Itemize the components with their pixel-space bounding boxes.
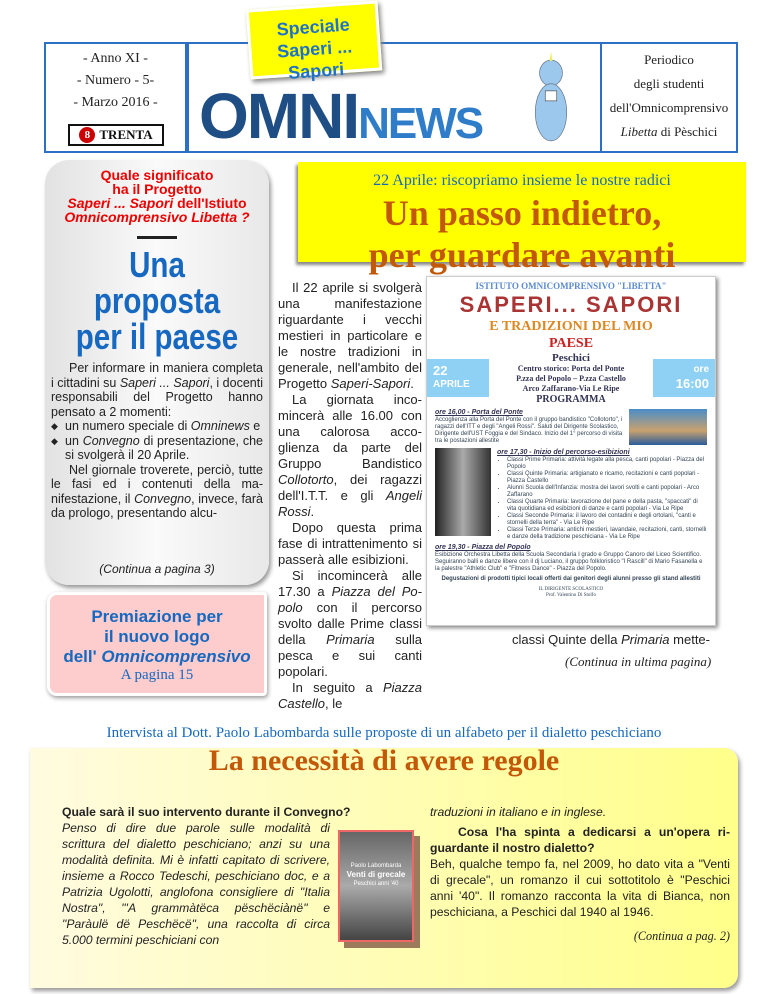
s-text: Esibizione Orchestra Libetta della Scuola Secondaria I grado e Gruppo Canoro del Liceo Scientifico. Seguiranno balli e danze libere con il dj Luciano, il gruppo folkloristico "I Rascill" di Mario Fasanella e la palestre "Athletic Club" e "Fitness Dance" - Piazza del Popolo. [435, 552, 703, 572]
text: , invece, farà da prologo, presentando alcu- [51, 491, 263, 520]
program-item: • Classi Prime Primaria: attività legate alla pesca, canti popolari - Piazza del Popolo [507, 457, 707, 471]
divider [137, 236, 177, 239]
issue-date: - Marzo 2016 - [73, 95, 158, 110]
question: Quale sarà il suo intervento durante il Convegno? [62, 805, 351, 819]
yeti-mascot-icon [529, 48, 573, 148]
program-item: • Alunni Scuola dell'Infanzia: mostra dei lavori svolti e canti popolari - Arco Zaffarano [507, 485, 707, 499]
loc: Centro storico: Porta del Ponte [517, 364, 625, 373]
answer: Beh, qualche tempo fa, nel 2009, ho dato vita a "Venti di grecale", un romanzo il cui sottotitolo è "Peschici anni '40". Il romanzo racconta la vita di Bianca, non peschiciana, a Peschici dal 1940 al 1946. [430, 857, 730, 919]
q-line: Omnicomprensivo Libetta ? [64, 209, 250, 225]
interview-title: La necessità di avere regole [208, 744, 560, 777]
text: Collotorto [278, 472, 334, 487]
text: un numero speciale di [65, 419, 191, 433]
program-item: • Classi Seconde Primaria: il lavoro dei contadini e degli ortolani, "canti e stornelli della terra" - Via Le Ripe [507, 513, 707, 527]
text: Piazza Castello [278, 680, 422, 711]
peschici-photo [629, 409, 707, 445]
s-text: Accoglienza alla Porta del Ponte con il gruppo bandistico "Collotorto", i ragazzi dell'ITT e degli "Angeli Rossi". Saluti del Dirigente Scolastico, Dirigente dell'UST Foggia e del Sindaco. Inizio del 1° percorso di visita tra le postazioni allestite [435, 417, 623, 444]
answer: Penso di dire due parole sulle modalità di scrittura del dialetto peschiciano; anzi su una modalità definita. Mi è infatti capitato di scrivere, insieme a Rocco Tedeschi, peschiciano doc, e a Patrizia Ugolotti, anglofona consigliere di "Italia Nostra", "'A grammàtëca pëschëciànë" e "Paràulë dë Peschëcë", una raccolta di circa 5.000 termini peschiciani con [62, 821, 330, 947]
periodical-line: dell'Omnicomprensivo [609, 100, 729, 115]
text: , dei ragazzi dell'I.T.T. e gli [278, 472, 422, 503]
omninews-logo [199, 80, 483, 152]
text: Primaria [326, 632, 375, 647]
sig: IL DIRIGENTE SCOLASTICO [538, 587, 604, 592]
text: Si incomincerà alle 17.30 a [278, 568, 422, 599]
signature [435, 587, 707, 599]
town: Peschici [552, 352, 590, 364]
peschici: di Pèschici [657, 124, 718, 139]
scroll-line: Premiazione per [91, 607, 223, 626]
issue-year: - Anno XI - [83, 51, 148, 66]
text: Convegno [134, 491, 192, 506]
degustazioni: Degustazioni di prodotti tipici locali offerti dai genitori degli alunni presso gli stand allestiti [441, 576, 701, 582]
q-italic: Saperi ... Sapori [67, 195, 174, 211]
scroll-line [50, 647, 264, 667]
answer: traduzioni in italiano e in inglese. [430, 805, 607, 819]
logo-trenta: TRENTA [99, 127, 153, 142]
text: Convegno [82, 433, 140, 448]
paragraph: Dopo questa prima fase di intrattenimento si passerà alle esibizioni. [278, 520, 422, 567]
list-item [51, 434, 263, 463]
time: 16:00 [675, 376, 709, 391]
text: Il 22 aprile si svolgerà una manifestazione riguardante i vecchi mestieri in particolare e le nostre tradizioni in generale, nell'ambito del Progetto [278, 280, 422, 391]
list-item [51, 419, 263, 434]
q-text: dell'Istiuto [173, 195, 247, 211]
logo-award-scroll[interactable] [47, 592, 267, 696]
interview-subtitle: Intervista al Dott. Paolo Labombarda sulle proposte di un alfabeto per il dialetto peschiciano [106, 725, 662, 741]
text: , i docenti responsabili del Progetto hanno pensato a 2 momenti: [51, 375, 263, 419]
text: Saperi ... Sapori [119, 375, 210, 390]
q-line: ha il Progetto [112, 181, 202, 197]
periodical-line [602, 120, 736, 144]
issue-number: - Numero - 5- [76, 73, 155, 88]
text: Primaria [621, 632, 670, 647]
text: La giornata incomincerà alle 16.00 con una calorosa accoglienza da parte del Gruppo Bandistico [278, 392, 422, 471]
program-list [497, 457, 707, 541]
book-sub: Peschici anni '40 [353, 881, 399, 887]
periodical-line: degli studenti [633, 76, 705, 91]
section-1 [435, 406, 707, 445]
sticker-line: Saperi ... Sapori [276, 36, 353, 83]
paragraph: Il 22 aprile si svolgerà una manifestazione riguardante i vecchi mestieri in particolare e le nostre tradizioni in generale, nell'ambito del Progetto Saperi-Sapori. [278, 280, 422, 391]
book-cover [338, 830, 414, 942]
text: Nel giornale troverete, perciò, tutte le fasi ed i contenuti della manifestazione, il [51, 462, 263, 506]
loc: P.zza del Popolo – P.zza Castello [516, 374, 626, 383]
text: sulla pesca e sui canti popolari. [278, 632, 422, 679]
q-line: Quale significato [100, 167, 214, 183]
paragraph [51, 361, 263, 419]
libetta: Libetta [620, 124, 658, 139]
program-item: • Classi Terze Primaria: antichi mestieri, lavandaie, recitazioni, canti, stornelli e danze della tradizione peschiciana - Via Le Ripe [507, 527, 707, 541]
main-title: per guardare avanti [368, 235, 676, 275]
q-line [51, 196, 263, 210]
month: APRILE [433, 379, 470, 390]
text: Angeli Rossi [278, 488, 422, 519]
day: 22 [433, 363, 448, 378]
prog: PROGRAMMA [536, 394, 606, 405]
masthead [44, 42, 738, 153]
poster-title: SAPERI... SAPORI [459, 292, 683, 317]
poster-paese: PAESE [548, 336, 594, 351]
s-title: ore 17,30 - Inizio del percorso-esibizioni [497, 449, 630, 456]
continue-link[interactable]: (Continua a pag. 2) [633, 929, 730, 943]
main-subtitle: 22 Aprile: riscopriamo insieme le nostre radici [373, 172, 671, 189]
text: dell' [63, 647, 102, 666]
sidebar-question [51, 168, 263, 224]
logo-8: 8 [79, 127, 95, 143]
ottotrenta-logo [68, 124, 164, 146]
list [51, 419, 263, 463]
continue-link[interactable]: (Continua in ultima pagina) [565, 654, 712, 669]
paragraph [278, 568, 422, 680]
text: Omninews [190, 419, 250, 433]
event-poster [426, 276, 716, 626]
main-article-continued [512, 632, 710, 648]
text: Saperi-Sapori [330, 376, 411, 391]
time-tag [653, 359, 715, 397]
text: Omnicomprensivo [101, 647, 251, 666]
scroll-line: il nuovo logo [104, 627, 210, 646]
s-title: ore 16,00 - Porta del Ponte [435, 409, 523, 416]
trabucco-photo [435, 448, 491, 536]
paragraph [51, 463, 263, 521]
text: un [65, 433, 83, 448]
text: e [249, 419, 261, 433]
book-author: Paolo Labombarda [350, 863, 402, 869]
date-tag [427, 359, 489, 397]
sidebar-article [45, 160, 269, 585]
book-title: Venti di grecale [346, 870, 406, 879]
text: con il percorso svolto dalle Prime classi della [278, 600, 422, 647]
main-title: Un passo indietro, [382, 193, 662, 233]
text: di presentazione, che si svolgerà il 20 Aprile. [65, 433, 263, 462]
loc: Arco Zaffarano-Via Le Ripe [522, 384, 620, 393]
periodical-info [600, 44, 736, 151]
ore: ore [693, 364, 709, 375]
paragraph: La giornata incomincerà alle 16.00 con una calorosa accoglienza da parte del Gruppo Bandistico Collotorto, dei ragazzi dell'I.T.T. e gli Angeli Rossi. [278, 392, 422, 519]
text: Per informare in maniera completa i cittadini su [51, 361, 263, 390]
sig: Prof. Valentino Di Stolfo [546, 593, 596, 598]
speciale-sticker [246, 0, 383, 83]
text: In seguito a [292, 680, 383, 695]
logo-news: NEWS [358, 99, 483, 148]
sidebar-body [51, 361, 263, 521]
periodical-line: Periodico [644, 52, 694, 67]
scroll-page: A pagina 15 [120, 667, 194, 683]
title-line: per il paese [75, 316, 239, 357]
s-title: ore 19,30 - Piazza del Popolo [435, 544, 531, 551]
text: Piazza del Popolo [278, 584, 422, 615]
program-item: • Classi Quarte Primaria: lavorazione del pane e della pasta, "spaccati" di vita quotidiana ed esibizioni di danze e canti popolari - Via Le Ripe [507, 499, 707, 513]
main-article-body [278, 280, 422, 712]
main-headline-box [298, 162, 746, 275]
text: classi Quinte della [512, 632, 622, 647]
poster-subtitle: E TRADIZIONI DEL MIO [489, 319, 653, 334]
paragraph [278, 680, 422, 712]
logo-omni: OMNI [199, 80, 359, 152]
question: Cosa l'ha spinta a dedicarsi a un'opera riguardante il nostro dialetto? [430, 825, 730, 855]
text: , le [324, 696, 343, 711]
title-line: Una proposta [93, 244, 221, 321]
section-2 [435, 448, 707, 541]
program-item: • Classi Quinte Primaria: artigianato e ricamo, recitazioni e canti popolari - Piazza Castello [507, 471, 707, 485]
issue-info [46, 44, 187, 151]
interview-box [30, 725, 738, 988]
text: mette- [669, 632, 710, 647]
poster-institute: ISTITUTO OMNICOMPRENSIVO "LIBETTA" [475, 281, 667, 291]
sticker-line: Speciale [275, 14, 351, 40]
sidebar-title [70, 244, 244, 357]
continue-link[interactable]: (Continua a pagina 3) [99, 562, 215, 576]
